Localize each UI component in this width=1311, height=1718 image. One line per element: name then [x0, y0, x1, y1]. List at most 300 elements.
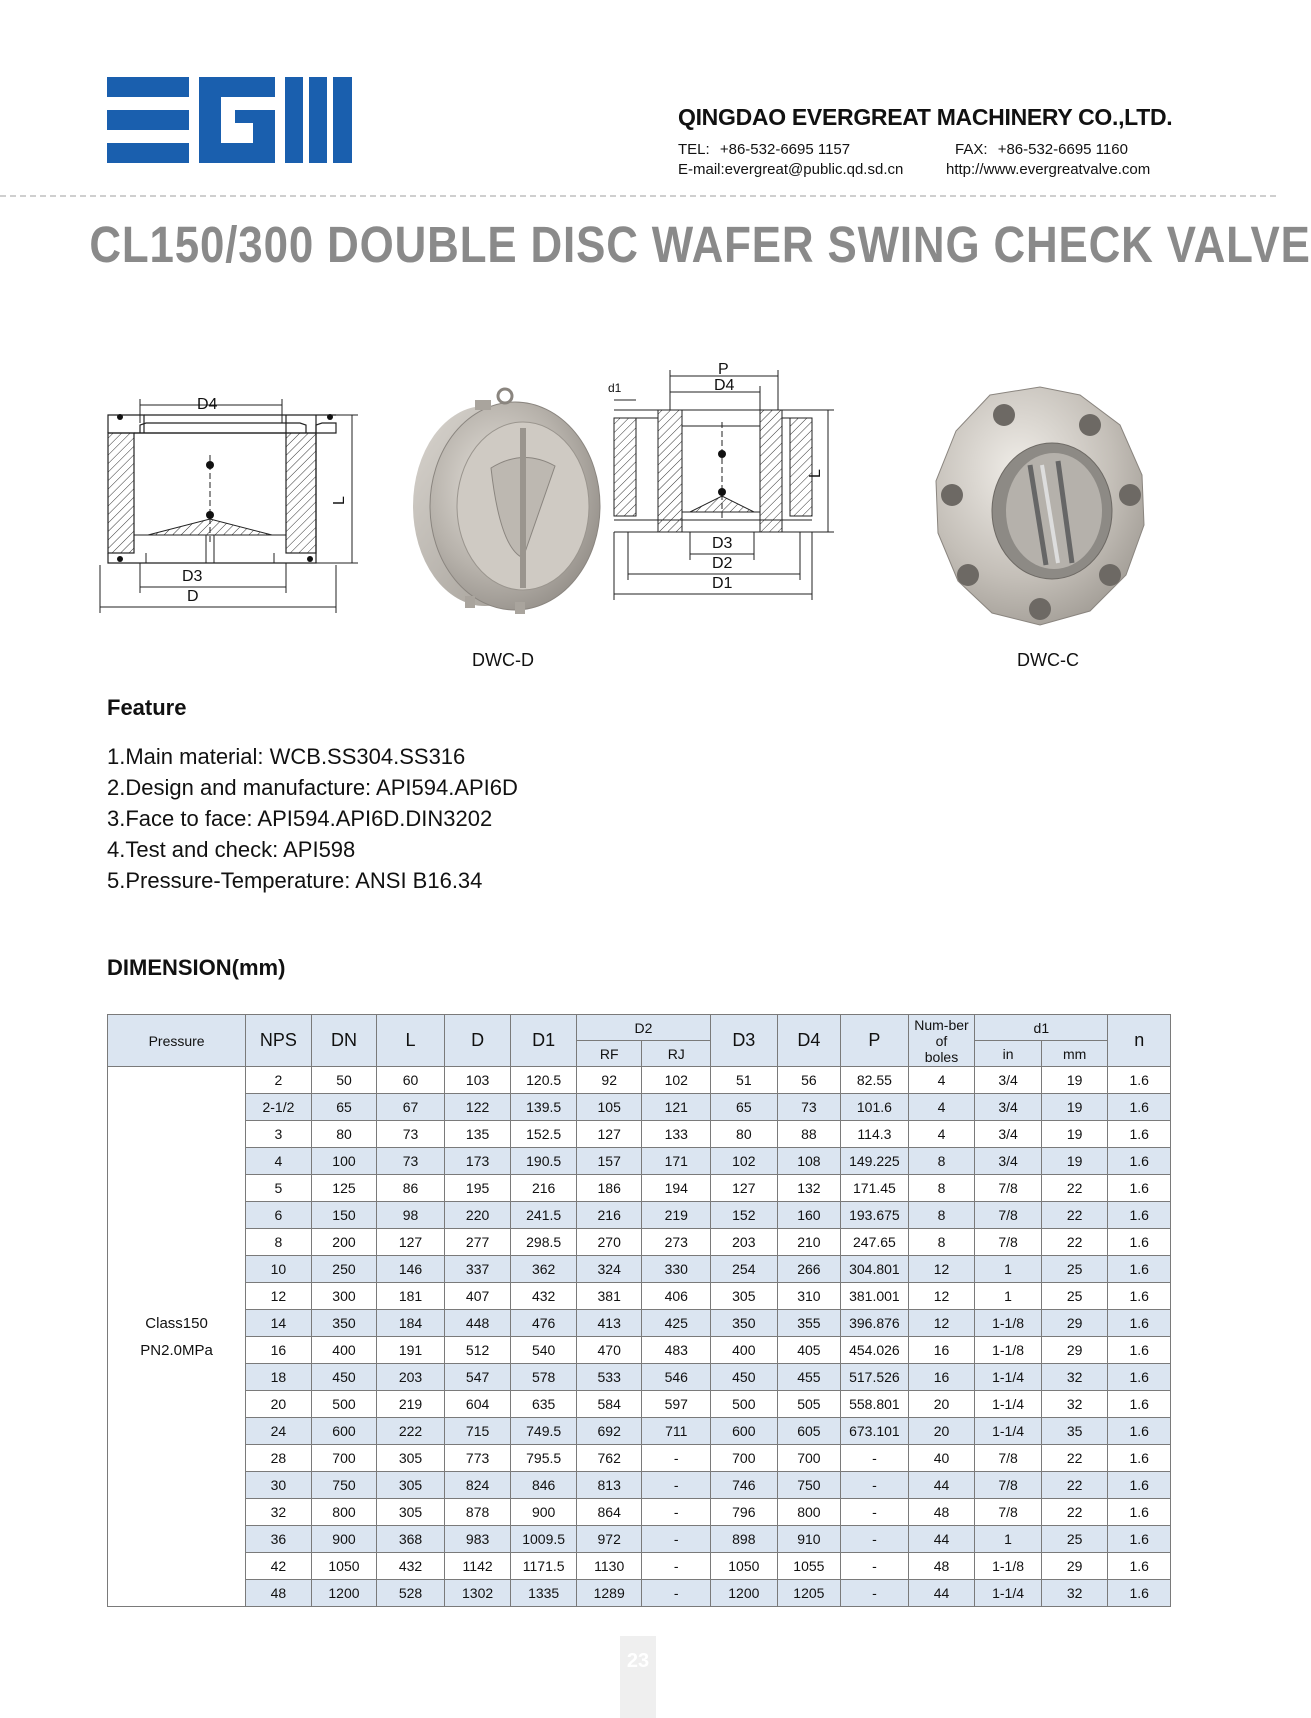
- table-cell: 1.6: [1108, 1418, 1171, 1445]
- table-cell: 216: [511, 1175, 577, 1202]
- table-cell: 1-1/4: [975, 1580, 1042, 1607]
- table-row: [108, 1148, 1171, 1175]
- table-cell: 1: [975, 1256, 1042, 1283]
- table-cell: 1130: [576, 1553, 642, 1580]
- table-cell: 407: [444, 1283, 511, 1310]
- table-cell: 715: [444, 1418, 511, 1445]
- table-cell: 16: [246, 1337, 312, 1364]
- table-cell: 1055: [777, 1553, 841, 1580]
- table-cell: 3/4: [975, 1067, 1042, 1094]
- table-cell: 305: [377, 1472, 445, 1499]
- table-cell: 878: [444, 1499, 511, 1526]
- table-cell: 1-1/4: [975, 1364, 1042, 1391]
- table-cell: 22: [1041, 1202, 1108, 1229]
- table-cell: 1.6: [1108, 1526, 1171, 1553]
- fax-label: FAX:: [955, 141, 988, 158]
- table-cell: 700: [311, 1445, 377, 1472]
- table-cell: 203: [711, 1229, 778, 1256]
- table-cell: 673.101: [841, 1418, 909, 1445]
- table-row: [108, 1553, 1171, 1580]
- table-cell: 1200: [311, 1580, 377, 1607]
- table-cell: 86: [377, 1175, 445, 1202]
- fax-number: +86-532-6695 1160: [997, 141, 1128, 158]
- table-cell: 546: [642, 1364, 711, 1391]
- table-cell: 184: [377, 1310, 445, 1337]
- table-cell: 20: [908, 1391, 975, 1418]
- table-cell: 476: [511, 1310, 577, 1337]
- table-cell: 8: [908, 1202, 975, 1229]
- dimension-table-body: [108, 1067, 1171, 1607]
- table-cell: 210: [777, 1229, 841, 1256]
- table-cell: 35: [1041, 1418, 1108, 1445]
- table-cell: 28: [246, 1445, 312, 1472]
- table-cell: 22: [1041, 1472, 1108, 1499]
- table-cell: 750: [777, 1472, 841, 1499]
- table-cell: 51: [711, 1067, 778, 1094]
- table-cell: 350: [311, 1310, 377, 1337]
- header-d1: D1: [511, 1015, 577, 1067]
- table-cell: 98: [377, 1202, 445, 1229]
- table-cell: 32: [246, 1499, 312, 1526]
- table-cell: 6: [246, 1202, 312, 1229]
- table-cell: 5: [246, 1175, 312, 1202]
- table-cell: 48: [246, 1580, 312, 1607]
- table-cell: 600: [711, 1418, 778, 1445]
- table-cell: 102: [642, 1067, 711, 1094]
- table-cell: 824: [444, 1472, 511, 1499]
- table-row: [108, 1202, 1171, 1229]
- table-cell: 120.5: [511, 1067, 577, 1094]
- table-cell: 102: [711, 1148, 778, 1175]
- table-cell: 171.45: [841, 1175, 909, 1202]
- header-divider: [0, 195, 1276, 197]
- table-cell: 254: [711, 1256, 778, 1283]
- table-cell: 125: [311, 1175, 377, 1202]
- table-row: [108, 1337, 1171, 1364]
- table-cell: 44: [908, 1580, 975, 1607]
- table-cell: 127: [711, 1175, 778, 1202]
- header-l: L: [377, 1015, 445, 1067]
- table-cell: 20: [908, 1418, 975, 1445]
- table-cell: 29: [1041, 1553, 1108, 1580]
- page-title: CL150/300 DOUBLE DISC WAFER SWING CHECK VALVE: [89, 216, 1311, 273]
- table-cell: 1171.5: [511, 1553, 577, 1580]
- table-cell: 540: [511, 1337, 577, 1364]
- table-cell: 711: [642, 1418, 711, 1445]
- table-cell: 1-1/4: [975, 1391, 1042, 1418]
- table-cell: 50: [311, 1067, 377, 1094]
- table-cell: 121: [642, 1094, 711, 1121]
- dwc-c-valve-photo: [930, 385, 1160, 635]
- dwc-d-section-drawing: [100, 395, 380, 615]
- dim-label-l-right: L: [807, 469, 824, 478]
- table-cell: 219: [642, 1202, 711, 1229]
- table-cell: 400: [311, 1337, 377, 1364]
- table-cell: 24: [246, 1418, 312, 1445]
- dim-label-d1: D1: [712, 575, 733, 592]
- table-cell: 22: [1041, 1175, 1108, 1202]
- table-cell: 305: [377, 1445, 445, 1472]
- table-row: [108, 1229, 1171, 1256]
- table-cell: 700: [711, 1445, 778, 1472]
- table-cell: 193.675: [841, 1202, 909, 1229]
- table-cell: 1302: [444, 1580, 511, 1607]
- table-cell: 219: [377, 1391, 445, 1418]
- table-cell: 3: [246, 1121, 312, 1148]
- table-cell: 277: [444, 1229, 511, 1256]
- table-cell: 22: [1041, 1445, 1108, 1472]
- table-cell: 330: [642, 1256, 711, 1283]
- table-cell: 200: [311, 1229, 377, 1256]
- table-cell: 73: [777, 1094, 841, 1121]
- table-row: [108, 1121, 1171, 1148]
- fax-line: [955, 141, 1128, 158]
- table-row: [108, 1310, 1171, 1337]
- table-cell: 337: [444, 1256, 511, 1283]
- table-cell: 355: [777, 1310, 841, 1337]
- pressure-class-cell: [108, 1067, 246, 1607]
- table-cell: 241.5: [511, 1202, 577, 1229]
- table-cell: 30: [246, 1472, 312, 1499]
- header-dn: DN: [311, 1015, 377, 1067]
- table-cell: 22: [1041, 1499, 1108, 1526]
- table-cell: 80: [311, 1121, 377, 1148]
- table-cell: 191: [377, 1337, 445, 1364]
- table-cell: 181: [377, 1283, 445, 1310]
- header-p: P: [841, 1015, 909, 1067]
- table-cell: 92: [576, 1067, 642, 1094]
- table-cell: 1-1/8: [975, 1553, 1042, 1580]
- table-cell: 362: [511, 1256, 577, 1283]
- pressure-class: Class150: [145, 1314, 208, 1332]
- table-cell: 1009.5: [511, 1526, 577, 1553]
- table-cell: 19: [1041, 1094, 1108, 1121]
- table-cell: 8: [908, 1229, 975, 1256]
- table-cell: 3/4: [975, 1121, 1042, 1148]
- table-cell: 12: [908, 1283, 975, 1310]
- table-cell: 558.801: [841, 1391, 909, 1418]
- table-cell: 2-1/2: [246, 1094, 312, 1121]
- table-cell: 14: [246, 1310, 312, 1337]
- table-cell: 7/8: [975, 1202, 1042, 1229]
- table-cell: 700: [777, 1445, 841, 1472]
- table-cell: 160: [777, 1202, 841, 1229]
- table-cell: 1.6: [1108, 1310, 1171, 1337]
- table-cell: 597: [642, 1391, 711, 1418]
- dim-label-p: P: [718, 361, 729, 378]
- table-cell: 425: [642, 1310, 711, 1337]
- table-cell: 29: [1041, 1337, 1108, 1364]
- table-row: [108, 1580, 1171, 1607]
- table-cell: 746: [711, 1472, 778, 1499]
- table-cell: 454.026: [841, 1337, 909, 1364]
- table-cell: 900: [311, 1526, 377, 1553]
- table-cell: 82.55: [841, 1067, 909, 1094]
- table-cell: 190.5: [511, 1148, 577, 1175]
- table-cell: 3/4: [975, 1094, 1042, 1121]
- dwc-d-valve-photo: [405, 388, 625, 618]
- table-cell: 100: [311, 1148, 377, 1175]
- table-cell: 450: [311, 1364, 377, 1391]
- table-cell: 910: [777, 1526, 841, 1553]
- table-cell: 105: [576, 1094, 642, 1121]
- table-row: [108, 1067, 1171, 1094]
- table-cell: -: [841, 1472, 909, 1499]
- table-cell: 413: [576, 1310, 642, 1337]
- table-cell: 310: [777, 1283, 841, 1310]
- table-cell: 56: [777, 1067, 841, 1094]
- table-cell: 900: [511, 1499, 577, 1526]
- table-cell: 1: [975, 1283, 1042, 1310]
- table-cell: 32: [1041, 1580, 1108, 1607]
- table-cell: 7/8: [975, 1229, 1042, 1256]
- table-cell: 7/8: [975, 1445, 1042, 1472]
- table-cell: 368: [377, 1526, 445, 1553]
- table-cell: 300: [311, 1283, 377, 1310]
- table-cell: 605: [777, 1418, 841, 1445]
- page-number: 23: [620, 1636, 656, 1718]
- dim-label-d3: D3: [182, 568, 203, 585]
- table-row: [108, 1472, 1171, 1499]
- table-cell: 4: [908, 1121, 975, 1148]
- header-number-of-bolts: [908, 1015, 975, 1067]
- table-cell: 146: [377, 1256, 445, 1283]
- header-d1-small: d1: [975, 1015, 1108, 1041]
- table-cell: -: [841, 1553, 909, 1580]
- table-cell: 29: [1041, 1310, 1108, 1337]
- table-cell: 500: [311, 1391, 377, 1418]
- table-cell: 381: [576, 1283, 642, 1310]
- table-cell: 1.6: [1108, 1148, 1171, 1175]
- table-cell: 432: [511, 1283, 577, 1310]
- header-d4: D4: [777, 1015, 841, 1067]
- table-cell: 32: [1041, 1391, 1108, 1418]
- feature-heading: Feature: [107, 695, 187, 720]
- table-cell: 73: [377, 1121, 445, 1148]
- table-cell: 800: [311, 1499, 377, 1526]
- dim-label-d: D: [187, 588, 199, 605]
- table-cell: 171: [642, 1148, 711, 1175]
- table-cell: 983: [444, 1526, 511, 1553]
- feature-item: 4.Test and check: API598: [107, 837, 356, 862]
- table-cell: 1200: [711, 1580, 778, 1607]
- table-cell: 139.5: [511, 1094, 577, 1121]
- table-cell: 32: [1041, 1364, 1108, 1391]
- table-cell: 483: [642, 1337, 711, 1364]
- table-cell: 173: [444, 1148, 511, 1175]
- table-cell: 604: [444, 1391, 511, 1418]
- table-cell: 203: [377, 1364, 445, 1391]
- dim-label-d3-right: D3: [712, 535, 733, 552]
- dwc-c-section-drawing: [600, 361, 900, 610]
- table-cell: 406: [642, 1283, 711, 1310]
- dimension-heading: DIMENSION(mm): [107, 955, 286, 980]
- table-cell: 517.526: [841, 1364, 909, 1391]
- table-cell: 500: [711, 1391, 778, 1418]
- table-cell: 381.001: [841, 1283, 909, 1310]
- feature-item: 2.Design and manufacture: API594.API6D: [107, 775, 518, 800]
- table-cell: 4: [908, 1067, 975, 1094]
- table-cell: -: [642, 1499, 711, 1526]
- table-cell: 149.225: [841, 1148, 909, 1175]
- table-cell: 470: [576, 1337, 642, 1364]
- table-cell: 73: [377, 1148, 445, 1175]
- table-cell: 512: [444, 1337, 511, 1364]
- table-cell: 40: [908, 1445, 975, 1472]
- table-cell: 692: [576, 1418, 642, 1445]
- table-cell: 578: [511, 1364, 577, 1391]
- table-cell: 4: [908, 1094, 975, 1121]
- table-row: [108, 1256, 1171, 1283]
- table-cell: 795.5: [511, 1445, 577, 1472]
- table-row: [108, 1391, 1171, 1418]
- table-cell: 19: [1041, 1121, 1108, 1148]
- table-cell: 972: [576, 1526, 642, 1553]
- table-cell: 3/4: [975, 1148, 1042, 1175]
- table-cell: 186: [576, 1175, 642, 1202]
- table-cell: 44: [908, 1472, 975, 1499]
- table-cell: 455: [777, 1364, 841, 1391]
- table-cell: 1.6: [1108, 1175, 1171, 1202]
- table-cell: 8: [908, 1175, 975, 1202]
- header-nps: NPS: [246, 1015, 312, 1067]
- table-cell: 22: [1041, 1229, 1108, 1256]
- table-cell: 898: [711, 1526, 778, 1553]
- table-cell: 584: [576, 1391, 642, 1418]
- table-cell: -: [642, 1553, 711, 1580]
- table-cell: 547: [444, 1364, 511, 1391]
- table-cell: 7/8: [975, 1175, 1042, 1202]
- tel-label: TEL:: [678, 141, 710, 158]
- table-cell: 16: [908, 1364, 975, 1391]
- table-cell: 10: [246, 1256, 312, 1283]
- table-cell: 528: [377, 1580, 445, 1607]
- table-cell: 533: [576, 1364, 642, 1391]
- company-name: QINGDAO EVERGREAT MACHINERY CO.,LTD.: [678, 104, 1173, 130]
- table-cell: 1.6: [1108, 1202, 1171, 1229]
- table-cell: 1-1/4: [975, 1418, 1042, 1445]
- table-cell: 36: [246, 1526, 312, 1553]
- table-row: [108, 1526, 1171, 1553]
- caption-dwc-d: DWC-D: [472, 650, 534, 670]
- table-cell: 750: [311, 1472, 377, 1499]
- table-cell: 1.6: [1108, 1580, 1171, 1607]
- table-cell: 44: [908, 1526, 975, 1553]
- table-row: [108, 1283, 1171, 1310]
- table-cell: 1.6: [1108, 1364, 1171, 1391]
- table-cell: 25: [1041, 1256, 1108, 1283]
- table-cell: 396.876: [841, 1310, 909, 1337]
- table-cell: 800: [777, 1499, 841, 1526]
- header-number-line3: boles: [924, 1048, 959, 1065]
- table-cell: 67: [377, 1094, 445, 1121]
- table-cell: 324: [576, 1256, 642, 1283]
- header-n: n: [1108, 1015, 1171, 1067]
- table-cell: 1335: [511, 1580, 577, 1607]
- dim-label-d4-right: D4: [714, 377, 735, 394]
- header-number-line2: of: [935, 1032, 948, 1049]
- table-cell: 350: [711, 1310, 778, 1337]
- table-cell: 796: [711, 1499, 778, 1526]
- table-cell: 152: [711, 1202, 778, 1229]
- table-cell: 1.6: [1108, 1229, 1171, 1256]
- table-cell: 194: [642, 1175, 711, 1202]
- table-cell: 1.6: [1108, 1472, 1171, 1499]
- table-cell: 152.5: [511, 1121, 577, 1148]
- table-row: [108, 1445, 1171, 1472]
- table-cell: 1205: [777, 1580, 841, 1607]
- table-cell: 88: [777, 1121, 841, 1148]
- table-cell: 195: [444, 1175, 511, 1202]
- table-cell: 749.5: [511, 1418, 577, 1445]
- table-cell: -: [642, 1526, 711, 1553]
- table-cell: 247.65: [841, 1229, 909, 1256]
- table-cell: 1289: [576, 1580, 642, 1607]
- table-cell: 8: [908, 1148, 975, 1175]
- pressure-rating: PN2.0MPa: [140, 1341, 213, 1359]
- table-cell: 42: [246, 1553, 312, 1580]
- company-logo: [107, 77, 352, 163]
- table-cell: 450: [711, 1364, 778, 1391]
- table-cell: 101.6: [841, 1094, 909, 1121]
- table-cell: 150: [311, 1202, 377, 1229]
- table-row: [108, 1175, 1171, 1202]
- table-cell: 216: [576, 1202, 642, 1229]
- table-cell: 1.6: [1108, 1553, 1171, 1580]
- table-cell: 108: [777, 1148, 841, 1175]
- table-cell: -: [841, 1580, 909, 1607]
- table-cell: 305: [711, 1283, 778, 1310]
- table-cell: 7/8: [975, 1499, 1042, 1526]
- tel-line: [678, 141, 850, 158]
- header-d: D: [444, 1015, 511, 1067]
- table-cell: 266: [777, 1256, 841, 1283]
- table-cell: 1050: [711, 1553, 778, 1580]
- table-cell: 60: [377, 1067, 445, 1094]
- table-cell: 250: [311, 1256, 377, 1283]
- feature-item: 3.Face to face: API594.API6D.DIN3202: [107, 806, 493, 831]
- table-cell: 1.6: [1108, 1094, 1171, 1121]
- feature-list: [107, 741, 518, 896]
- table-cell: 19: [1041, 1067, 1108, 1094]
- table-cell: 600: [311, 1418, 377, 1445]
- table-cell: -: [642, 1580, 711, 1607]
- table-cell: 1.6: [1108, 1499, 1171, 1526]
- table-cell: 103: [444, 1067, 511, 1094]
- table-cell: 635: [511, 1391, 577, 1418]
- dim-label-d1-small: d1: [608, 381, 622, 395]
- caption-dwc-c: DWC-C: [1017, 650, 1079, 670]
- table-cell: 773: [444, 1445, 511, 1472]
- table-cell: 1.6: [1108, 1445, 1171, 1472]
- table-cell: 505: [777, 1391, 841, 1418]
- header-rf: RF: [576, 1041, 642, 1067]
- table-cell: 1.6: [1108, 1121, 1171, 1148]
- table-cell: 122: [444, 1094, 511, 1121]
- table-cell: 400: [711, 1337, 778, 1364]
- table-cell: 19: [1041, 1148, 1108, 1175]
- email: E-mail:evergreat@public.qd.sd.cn: [678, 161, 904, 178]
- table-cell: 1.6: [1108, 1067, 1171, 1094]
- table-cell: 114.3: [841, 1121, 909, 1148]
- table-cell: 4: [246, 1148, 312, 1175]
- table-cell: 157: [576, 1148, 642, 1175]
- table-cell: 304.801: [841, 1256, 909, 1283]
- header-d2: D2: [576, 1015, 710, 1041]
- table-cell: 305: [377, 1499, 445, 1526]
- table-cell: 405: [777, 1337, 841, 1364]
- feature-item: 5.Pressure-Temperature: ANSI B16.34: [107, 868, 483, 893]
